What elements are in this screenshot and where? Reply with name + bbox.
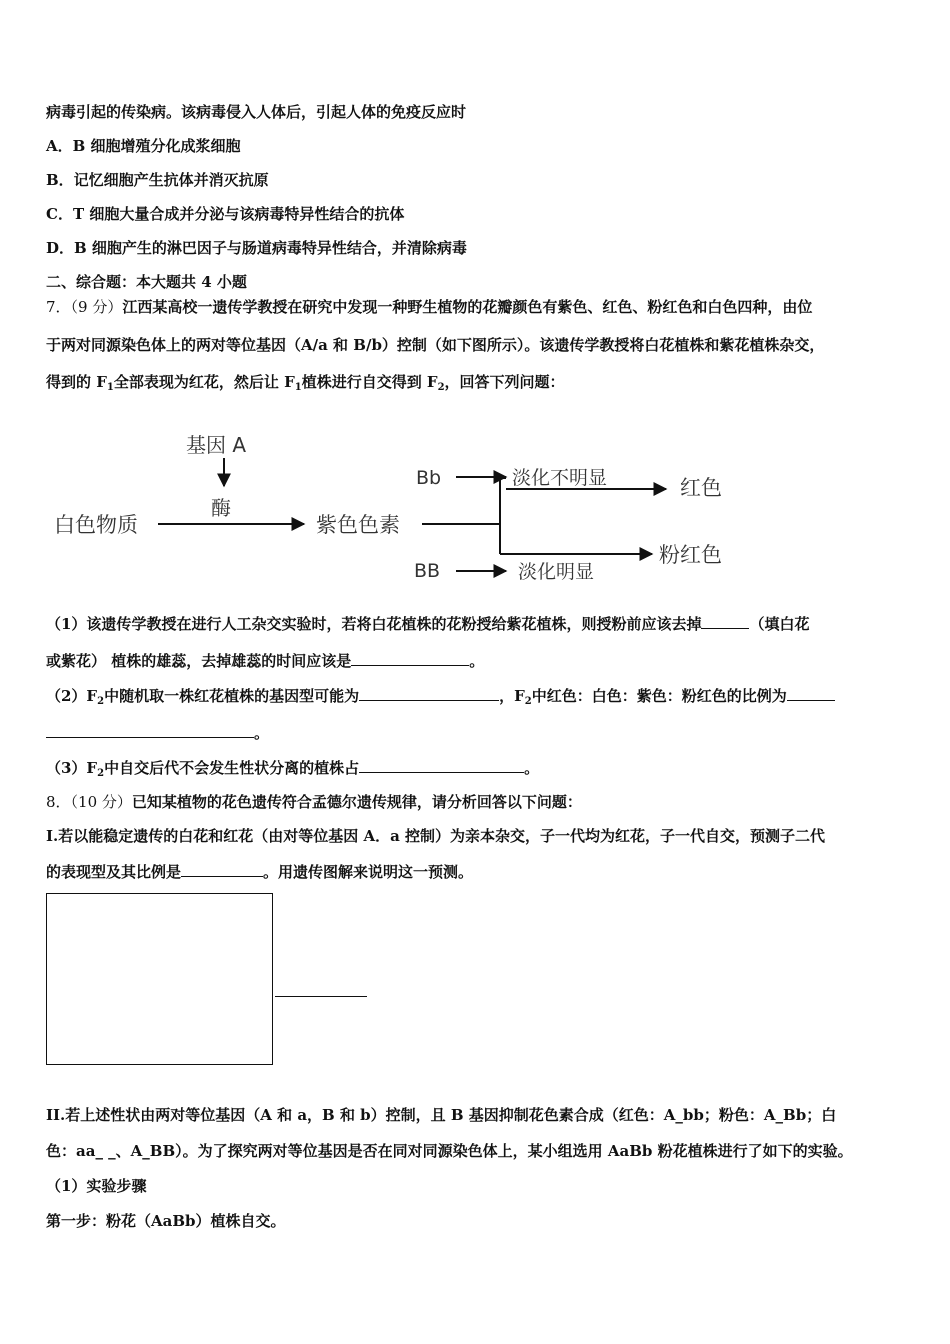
answer-blank[interactable] [787,686,835,701]
q6-stem-tail: 病毒引起的传染病。该病毒侵入人体后，引起人体的免疫反应时 [46,103,467,121]
q8-part2-line-2: 色：aa_ _、A_BB）。为了探究两对等位基因是否在同对同源染色体上，某小组选用 AaBb 粉花植株进行了如下的实验。 [46,1142,853,1160]
bb-hom-label: BB [414,560,441,582]
q7-part2-text-b: 中随机取一株红花植株的基因型可能为 [104,687,360,705]
q7-part1-text-d: 。 [469,652,485,670]
q8-step-1: 第一步：粉花（AaBb）植株自交。 [46,1212,286,1230]
answer-blank[interactable] [351,651,469,666]
pink-label: 粉红色 [659,543,722,567]
subscript: 2 [97,768,105,779]
q7-part2-text-a: （2）F [46,687,98,705]
subscript: 1 [294,382,302,393]
q8-stem: 已知某植物的花色遗传符合孟德尔遗传规律，请分析回答以下问题： [131,793,582,811]
q7-part2-text-d: 中红色：白色：紫色：粉红色的比例为 [531,687,787,705]
fade-weak-label: 淡化不明显 [512,467,608,489]
q7-part2-line-1 [46,686,910,709]
answer-blank[interactable] [701,614,749,629]
answer-blank[interactable] [359,686,499,701]
subscript: 2 [524,696,532,707]
q7-part3-line [46,758,910,781]
q8-stem-line [46,792,910,812]
answer-blank[interactable] [359,758,524,773]
q7-stem-3b: 全部表现为红花，然后让 F [113,373,295,391]
enzyme-label: 酶 [211,496,231,520]
q7-number: 7．（9 分） [46,298,123,316]
section-heading: 二、综合题：本大题共 4 小题 [46,273,247,291]
answer-blank[interactable] [181,862,263,877]
q7-part1-line-1 [46,614,910,634]
q7-stem-line-3 [46,372,910,395]
q7-part2-text-c: ，F [499,687,525,705]
q8-part1-text-c: 。用遗传图解来说明这一预测。 [263,863,474,881]
purple-pigment-label: 紫色色素 [316,513,400,537]
q7-part2-line-2 [46,723,910,743]
red-label: 红色 [680,476,722,500]
q7-part1-line-2 [46,651,910,671]
q7-part3-text-a: （3）F [46,759,98,777]
q8-part1-text-b: 的表现型及其比例是 [46,863,182,881]
gene-a-label: 基因 A [186,433,247,457]
q6-option-d: D．B 细胞产生的淋巴因子与肠道病毒特异性结合，并清除病毒 [46,239,467,257]
q7-stem-3d: ，回答下列问题： [444,373,565,391]
answer-blank[interactable] [275,996,367,997]
q7-part3-text-b: 中自交后代不会发生性状分离的植株占 [104,759,360,777]
subscript: 1 [106,382,114,393]
q7-part1-text-c: 或紫花） 植株的雄蕊，去掉雄蕊的时间应该是 [46,652,352,670]
q8-part2-line-1: II.若上述性状由两对等位基因（A 和 a，B 和 b）控制，且 B 基因抑制花色素合成（红色：A_bb；粉色：A_Bb；白 [46,1106,837,1124]
q7-part1-text-b: （填白花 [749,615,810,633]
q8-step-heading: （1）实验步骤 [46,1177,147,1195]
q8-part1-line-1: I.若以能稳定遗传的白花和红花（由对等位基因 A．a 控制）为亲本杂交，子一代均为红花，子一代自交，预测子二代 [46,827,826,845]
subscript: 2 [97,696,105,707]
q7-stem-3c: 植株进行自交得到 F [301,373,438,391]
fade-strong-label: 淡化明显 [518,561,595,583]
subscript: 2 [437,382,445,393]
q6-option-a: A．B 细胞增殖分化成浆细胞 [46,137,241,155]
q7-stem-1: 江西某高校一遗传学教授在研究中发现一种野生植物的花瓣颜色有紫色、红色、粉红色和白色四种，由位 [122,298,813,316]
q8-part1-line-2 [46,862,910,882]
bb-het-label: Bb [416,467,442,489]
q7-part2-text-e: 。 [254,724,270,742]
genetic-diagram-answer-box[interactable] [46,893,273,1065]
q7-part1-text-a: （1）该遗传学教授在进行人工杂交实验时，若将白花植株的花粉授给紫花植株，则授粉前应该去掉 [46,615,702,633]
q7-stem-3a: 得到的 F [46,373,107,391]
q7-stem-line-2: 于两对同源染色体上的两对等位基因（A/a 和 B/b）控制（如下图所示）。该遗传学教授将白花植株和紫花植株杂交， [46,336,825,354]
pigment-pathway-diagram [46,420,766,595]
q7-part3-text-c: 。 [524,759,540,777]
q6-option-c: C．T 细胞大量合成并分泌与该病毒特异性结合的抗体 [46,205,405,223]
q6-option-b: B．记忆细胞产生抗体并消灭抗原 [46,171,269,189]
answer-blank[interactable] [46,723,254,738]
q8-number: 8．（10 分） [46,793,132,811]
q7-stem-line-1 [46,297,910,317]
white-substance-label: 白色物质 [54,513,138,537]
